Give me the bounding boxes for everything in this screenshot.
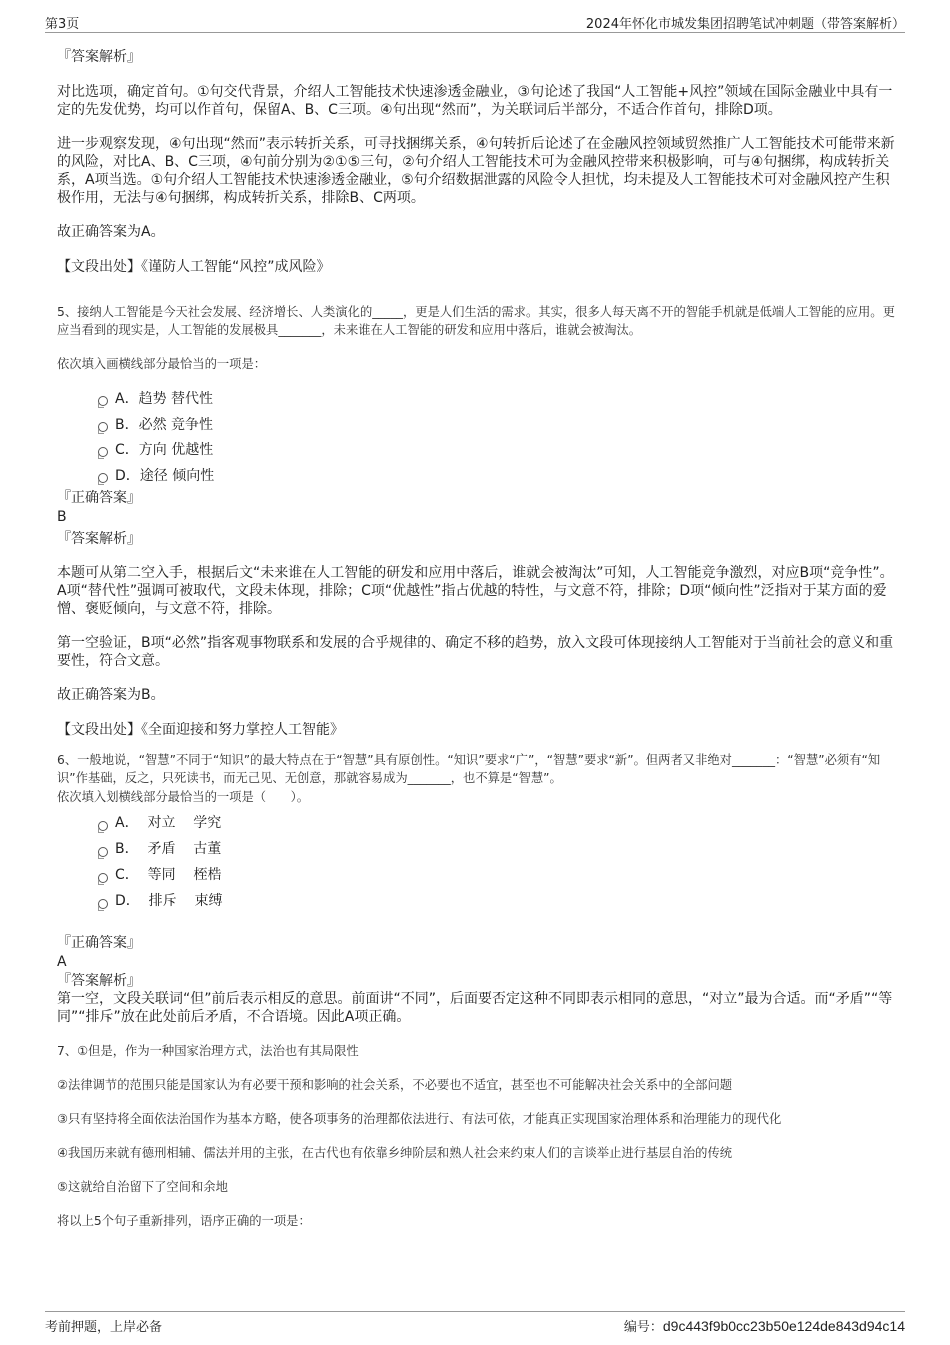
radio-icon[interactable] xyxy=(98,396,108,406)
option-label: C．方向 优越性 xyxy=(115,442,214,458)
q4-analysis-p1: 对比选项，确定首句。①句交代背景，介绍人工智能技术快速渗透金融业，③句论述了我国“人工智能+风控”领域在国际金融业中具有一定的先发优势，均可以作首句，保留A、B、C三项。④句出现“然而”，为关联词后半部分，不适合作首句，排除D项。 xyxy=(57,84,893,118)
radio-icon[interactable] xyxy=(98,422,108,432)
q4-analysis-p2: 进一步观察发现，④句出现“然而”表示转折关系，可寻找捆绑关系，④句转折后论述了在金融风控领域贸然推广人工智能技术可能带来新的风险，对比A、B、C三项，④句前分别为②①⑤三句，②句介绍人工智能技术可为金融风控带来积极影响，可与④句捆绑，构成转折关系，A项当选。①句介绍人工智能技术快速渗透金融业，⑤句介绍数据泄露的风险令人担忧，均未提及人工智能技术可对金融风控产生积极作用，无法与④句捆绑，构成转折关系，排除B、C两项。 xyxy=(57,136,895,206)
page-number: 第3页 xyxy=(45,17,80,32)
q6-stem: 6、一般地说，“智慧”不同于“知识”的最大特点在于“智慧”具有原创性。“知识”要求“广”，“智慧”要求“新”。但两者又非绝对_______：“智慧”必须有“知识”作基础，反之，只死读书，而无己见、无创意，那就容易成为_______，也不算是“智慧”。 xyxy=(57,753,881,785)
radio-icon[interactable] xyxy=(98,447,108,457)
q6-option-d[interactable] xyxy=(57,892,895,918)
option-label: C． 等同 桎梏 xyxy=(115,867,222,883)
option-label: A． 对立 学究 xyxy=(115,815,222,831)
option-label: B． 矛盾 古董 xyxy=(115,841,222,857)
option-label: D． 排斥 束缚 xyxy=(115,893,223,909)
q6-options xyxy=(57,814,895,918)
q5-option-d[interactable] xyxy=(57,467,895,493)
q4-analysis-label: 『答案解析』 xyxy=(57,49,141,65)
q5-conclusion: 故正确答案为B。 xyxy=(57,687,165,703)
q6-analysis: 第一空，文段关联词“但”前后表示相反的意思。前面讲“不同”，后面要否定这种不同即表示相同的意思，“对立”最为合适。而“矛盾”“等同”“排斥”放在此处前后矛盾，不合语境。因此A项正确。 xyxy=(57,991,893,1025)
footer-id-label: 编号： xyxy=(623,1320,663,1335)
radio-icon[interactable] xyxy=(98,473,108,483)
page-header xyxy=(45,10,905,33)
q5-analysis-p1: 本题可从第二空入手，根据后文“未来谁在人工智能的研发和应用中落后，谁就会被淘汰”可知，人工智能竞争激烈，对应B项“竞争性”。A项“替代性”强调可被取代，文段未体现，排除；C项“优越性”指占优越的特性，与文意不符，排除；D项“倾向性”泛指对于某方面的爱憎、褒贬倾向，与文意不符，排除。 xyxy=(57,565,894,617)
radio-icon[interactable] xyxy=(98,847,108,857)
q5-source: 【文段出处】《全面迎接和努力掌控人工智能》 xyxy=(57,722,344,738)
q5-option-b[interactable] xyxy=(57,416,895,442)
q5-option-c[interactable] xyxy=(57,441,895,467)
q4-conclusion: 故正确答案为A。 xyxy=(57,224,165,240)
option-label: B．必然 竞争性 xyxy=(115,416,214,433)
q6-answer-label: 『正确答案』 xyxy=(57,935,141,951)
q6-option-c[interactable] xyxy=(57,866,895,892)
q6-analysis-label: 『答案解析』 xyxy=(57,973,141,989)
radio-icon[interactable] xyxy=(98,873,108,883)
q5-answer-label: 『正确答案』 xyxy=(57,490,141,506)
document-body xyxy=(57,44,895,1230)
q7-prompt: 将以上5个句子重新排列，语序正确的一项是： xyxy=(57,1214,311,1228)
q7-sentence-5: ⑤这就给自治留下了空间和余地 xyxy=(57,1180,228,1194)
q4-source: 【文段出处】《谨防人工智能“风控”成风险》 xyxy=(57,259,331,275)
footer-slogan: 考前押题，上岸必备 xyxy=(45,1320,163,1335)
q5-answer: B xyxy=(57,509,67,525)
footer-id-code: d9c443f9b0cc23b50e124de843d94c14 xyxy=(662,1318,905,1334)
q6-option-a[interactable] xyxy=(57,814,895,840)
q6-answer: A xyxy=(57,954,67,970)
q5-analysis-label: 『答案解析』 xyxy=(57,531,141,547)
q7-sentence-3: ③只有坚持将全面依法治国作为基本方略，使各项事务的治理都依法进行、有法可依，才能真正实现国家治理体系和治理能力的现代化 xyxy=(57,1112,782,1126)
radio-icon[interactable] xyxy=(98,821,108,831)
q6-option-b[interactable] xyxy=(57,840,895,866)
document-title: 2024年怀化市城发集团招聘笔试冲刺题（带答案解析） xyxy=(585,17,905,32)
q6-prompt: 依次填入划横线部分最恰当的一项是（ ）。 xyxy=(57,790,310,804)
q7-sentence-4: ④我国历来就有德刑相辅、儒法并用的主张，在古代也有依靠乡绅阶层和熟人社会来约束人们的言谈举止进行基层自治的传统 xyxy=(57,1146,733,1160)
q5-options xyxy=(57,390,895,492)
option-label: A．趋势 替代性 xyxy=(115,391,214,407)
q5-stem: 5、接纳人工智能是今天社会发展、经济增长、人类演化的_____，更是人们生活的需求。其实，很多人每天离不开的智能手机就是低端人工智能的应用。更应当看到的现实是，人工智能的发展极具_______，未来谁在人工智能的研发和应用中落后，谁就会被淘汰。 xyxy=(57,305,895,337)
page-footer xyxy=(45,1311,905,1336)
q5-analysis-p2: 第一空验证，B项“必然”指客观事物联系和发展的合乎规律的、确定不移的趋势，放入文段可体现接纳人工智能对于当前社会的意义和重要性，符合文意。 xyxy=(57,635,894,669)
q7-sentence-2: ②法律调节的范围只能是国家认为有必要干预和影响的社会关系，不必要也不适宜，甚至也不可能解决社会关系中的全部问题 xyxy=(57,1078,733,1092)
q5-option-a[interactable] xyxy=(57,390,895,416)
q5-prompt: 依次填入画横线部分最恰当的一项是： xyxy=(57,357,267,371)
radio-icon[interactable] xyxy=(98,899,108,909)
footer-id xyxy=(624,1316,905,1335)
option-label: D．途径 倾向性 xyxy=(115,467,215,484)
q7-sentence-1: 7、①但是，作为一种国家治理方式，法治也有其局限性 xyxy=(57,1044,359,1058)
